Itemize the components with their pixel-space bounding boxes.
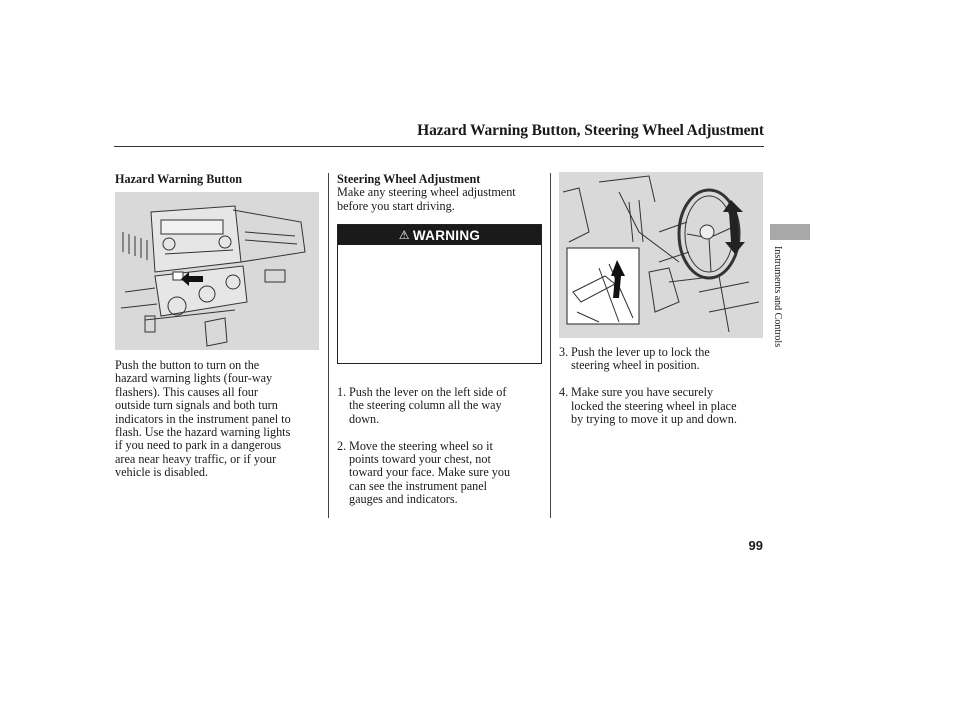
hazard-line: outside turn signals and both turn — [115, 398, 278, 413]
hazard-heading-block — [115, 173, 320, 186]
step-line: gauges and indicators. — [349, 492, 458, 507]
hazard-line: Push the button to turn on the — [115, 358, 260, 372]
title-rule — [114, 146, 764, 147]
column-divider — [550, 173, 551, 518]
step-line: can see the instrument panel — [349, 478, 488, 493]
steering-illustration — [559, 172, 763, 338]
step-number: 2. — [337, 438, 347, 453]
steering-wheel-figure — [559, 172, 763, 338]
hazard-body — [115, 359, 325, 480]
intro-line: before you start driving. — [337, 198, 455, 213]
page-number: 99 — [748, 538, 763, 553]
steering-intro-block — [337, 173, 547, 213]
hazard-line: hazard warning lights (four-way — [115, 371, 273, 386]
step-line: by trying to move it up and down. — [571, 412, 737, 427]
list-item — [337, 386, 547, 426]
step-line: Make sure you have securely — [571, 385, 714, 400]
list-item — [559, 346, 769, 373]
step-line: Push the lever up to lock the — [571, 345, 710, 359]
hazard-line: flash. Use the hazard warning lights — [115, 425, 291, 440]
hazard-line: flashers). This causes all four — [115, 384, 258, 399]
hazard-line: indicators in the instrument panel to — [115, 411, 291, 426]
step-line: steering wheel in position. — [571, 358, 700, 373]
page-title: Hazard Warning Button, Steering Wheel Adjustment — [417, 122, 764, 139]
warning-triangle-icon: ⚠ — [398, 228, 410, 242]
section-tab — [770, 224, 810, 240]
step-line: the steering column all the way — [349, 398, 502, 413]
step-line: toward your face. Make sure you — [349, 465, 511, 480]
step-line: locked the steering wheel in place — [571, 398, 737, 413]
step-line: Move the steering wheel so it — [349, 438, 493, 453]
warning-box — [337, 224, 542, 364]
steering-heading: Steering Wheel Adjustment — [337, 172, 481, 186]
steering-steps-3-4 — [559, 346, 769, 440]
step-line: points toward your chest, not — [349, 452, 491, 467]
column-divider — [328, 173, 329, 518]
warning-label: WARNING — [412, 227, 481, 243]
step-number: 1. — [337, 385, 347, 399]
warning-bar — [338, 225, 541, 245]
hazard-heading: Hazard Warning Button — [115, 172, 243, 186]
hazard-line: area near heavy traffic, or if your — [115, 451, 277, 466]
list-item — [559, 386, 769, 426]
step-number: 4. — [559, 385, 569, 400]
hazard-line: if you need to park in a dangerous — [115, 438, 282, 453]
hazard-line: vehicle is disabled. — [115, 465, 209, 480]
list-item — [337, 440, 547, 507]
direction-arrow-icon — [723, 200, 745, 254]
hazard-button-figure — [115, 192, 319, 350]
section-label: Instruments and Controls — [772, 246, 783, 348]
step-line: Push the lever on the left side of — [349, 385, 507, 399]
intro-line: Make any steering wheel adjustment — [337, 185, 516, 200]
step-line: down. — [349, 411, 380, 426]
steering-steps-1-2 — [337, 386, 547, 520]
dashboard-illustration — [115, 192, 319, 350]
step-number: 3. — [559, 345, 569, 359]
